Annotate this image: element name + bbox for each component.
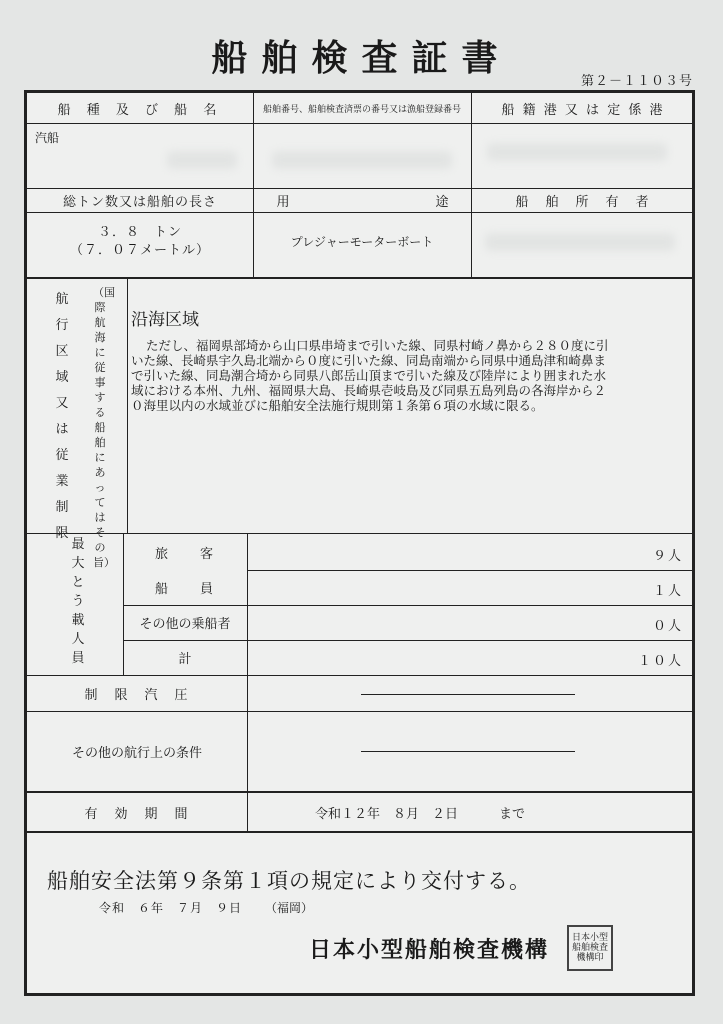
pressure-blank-line [361, 694, 575, 695]
issuance-place: （福岡） [265, 901, 314, 915]
document-title: 船舶検査証書 [211, 37, 512, 79]
capacity-row-total-label: 計 [178, 652, 192, 667]
header-ship-number: 船舶番号、船舶検査済票の番号又は漁船登録番号 [262, 104, 461, 115]
validity-label: 有 効 期 間 [84, 806, 190, 822]
form-number: 第２－１１０３号 [580, 74, 693, 89]
issuing-organization: 日本小型船舶検査機構 [309, 937, 550, 963]
pressure-label: 制 限 汽 圧 [84, 687, 190, 703]
label-use-right: 途 [435, 194, 449, 210]
header-ship-type-name: 船 種 及 び 船 名 [57, 102, 223, 118]
capacity-row-crew-value: １人 [652, 584, 683, 599]
header-port: 船 籍 港 又 は 定 係 港 [501, 102, 665, 118]
conditions-blank-line [361, 751, 575, 752]
certificate-sheet [24, 90, 695, 996]
capacity-row-others-label: その他の乗船者 [139, 617, 231, 632]
capacity-row-passengers-value: ９人 [652, 549, 683, 564]
issuance-statement: 船舶安全法第９条第１項の規定により交付する。 [47, 869, 531, 893]
capacity-row-passengers-label: 旅 客 [154, 546, 215, 562]
navigation-label: 航行区域又は従業制限 [55, 292, 69, 541]
redacted-port [487, 143, 667, 161]
use-value: プレジャーモーターボート [290, 234, 434, 249]
redacted-ship-name [167, 151, 237, 169]
conditions-label: その他の航行上の条件 [71, 745, 202, 761]
label-tonnage: 総トン数又は船舶の長さ [62, 194, 217, 210]
length-value: （７．０７メートル） [69, 242, 210, 258]
navigation-label-note: （国際航海に従事する船舶にあってはその旨） [93, 286, 115, 569]
capacity-row-crew-label: 船 員 [154, 582, 215, 597]
ship-type-value: 汽船 [35, 130, 60, 145]
redacted-owner [485, 233, 675, 251]
validity-until: まで [499, 807, 526, 822]
redacted-ship-number [272, 151, 452, 169]
label-use-left: 用 [276, 194, 290, 210]
capacity-row-total-value: １０人 [637, 654, 683, 669]
official-seal: 日本小型船舶検査機構印 [567, 925, 613, 971]
navigation-area-title: 沿海区域 [131, 310, 199, 330]
capacity-row-others-value: ０人 [652, 619, 683, 634]
issuance-date: 令和 ６年 ７月 ９日 [99, 901, 243, 915]
validity-date: 令和１２年 ８月 ２日 [315, 807, 459, 822]
tonnage-value: ３．８ トン [97, 224, 182, 240]
label-owner: 船 舶 所 有 者 [515, 194, 651, 210]
capacity-label: 最大とう載人員 [71, 537, 85, 666]
navigation-area-text: ただし、福岡県部埼から山口県串埼まで引いた線、同県村崎ノ鼻から２８０度に引いた線、長崎県宇久島北端から０度に引いた線、同島南端から同県中通島津和崎鼻まで引いた線、同島潮合埼から同県八郎岳山頂まで引いた線及び陸岸により囲まれた水域における本州、九州、福岡県大島、長崎県壱岐島及び同県五島列島の各海岸から２０海里以内の水域並びに船舶安全法施行規則第１条第６項の水域に限る。 [131, 338, 609, 413]
